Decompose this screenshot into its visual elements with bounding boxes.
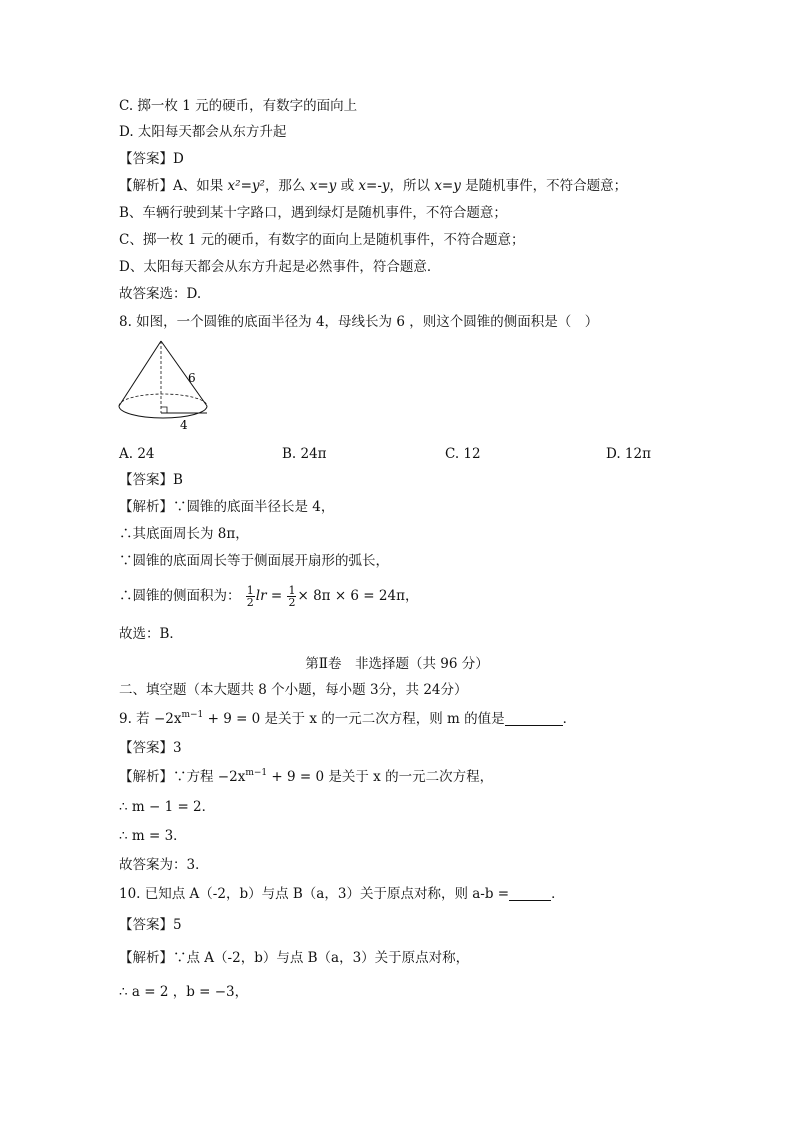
right-angle-mark (161, 407, 167, 413)
q9-answer (119, 738, 182, 758)
numerator: 1 (246, 584, 254, 597)
section-subtitle: 二、填空题（本大题共 8 个小题，每小题 3分，共 24分） (119, 682, 468, 698)
q7-analysis-a (119, 176, 627, 196)
q9-analysis-3: ∴ m = 3． (119, 828, 187, 844)
answer-value: D (173, 151, 184, 167)
analysis-label: 【解析】 (119, 769, 173, 785)
text: A、如果 (173, 178, 228, 194)
text: 或 (336, 178, 359, 194)
section-title: 第Ⅱ卷 非选择题（共 96 分） (305, 656, 489, 672)
math-expr: x=y (434, 178, 461, 194)
cone-base-front (119, 406, 207, 418)
text: ∴圆锥的侧面积为： (119, 588, 241, 604)
denominator: 2 (288, 596, 296, 609)
q9-analysis-1 (119, 767, 493, 787)
cone-base-back (119, 394, 207, 406)
text: ∵方程 −2x (173, 769, 246, 785)
denominator: 2 (246, 596, 254, 609)
analysis-label: 【解析】 (119, 178, 173, 194)
q8-analysis-3: ∵圆锥的底面周长等于侧面展开扇形的弧长， (119, 553, 389, 569)
text: 9. 若 −2x (119, 711, 182, 727)
q8-stem: 8. 如图，一个圆锥的底面半径为 4，母线长为 6 ，则这个圆锥的侧面积是（ ） (119, 314, 599, 330)
q8-answer (119, 470, 183, 490)
text: 10. 已知点 A（-2，b）与点 B（a，3）关于原点对称，则 a-b = (119, 886, 510, 902)
q7-option-c: C. 掷一枚 1 元的硬币，有数字的面向上 (119, 98, 358, 114)
radius-label: 4 (180, 418, 188, 432)
q8-option-a: A. 24 (119, 446, 155, 462)
superscript: m−1 (181, 710, 204, 720)
fraction (287, 585, 296, 608)
text: ∵点 A（-2，b）与点 B（a，3）关于原点对称， (173, 950, 470, 966)
math-expr: x²=y² (227, 178, 265, 194)
answer-value: 5 (173, 917, 182, 933)
q9-analysis-2: ∴ m − 1 = 2． (119, 799, 216, 815)
q7-analysis-d: D、太阳每天都会从东方升起是必然事件，符合题意． (119, 259, 441, 275)
answer-value: 3 (173, 740, 182, 756)
text: ，所以 (389, 178, 435, 194)
answer-label: 【答案】 (119, 740, 173, 756)
text: ． (551, 886, 565, 902)
q7-answer (119, 149, 184, 169)
q7-analysis-c: C、掷一枚 1 元的硬币，有数字的面向上是随机事件，不符合题意； (119, 232, 525, 248)
answer-blank (509, 886, 551, 901)
q8-option-d: D. 12π (606, 446, 651, 462)
math-expr: x=-y (358, 178, 390, 194)
answer-label: 【答案】 (119, 472, 173, 488)
q7-option-d: D. 太阳每天都会从东方升起 (119, 124, 287, 140)
q8-conclusion: 故选：B． (119, 626, 183, 642)
superscript: m−1 (245, 768, 268, 778)
cone-left-edge (119, 341, 161, 406)
text: ． (562, 711, 577, 727)
text: ∵圆锥的底面半径长是 4， (173, 499, 335, 515)
text: × 8π × 6 = 24π， (297, 588, 419, 604)
q7-conclusion: 故答案选：D. (119, 286, 202, 302)
text: 是随机事件，不符合题意； (460, 178, 628, 194)
q8-analysis-2: ∴其底面周长为 8π， (119, 526, 249, 542)
text: ，那么 (264, 178, 310, 194)
q10-analysis-1 (119, 948, 469, 968)
text: + 9 = 0 是关于 x 的一元二次方程，则 m 的值是 (203, 711, 505, 727)
q9-conclusion: 故答案为：3． (119, 857, 209, 873)
q10-answer (119, 915, 182, 935)
text: + 9 = 0 是关于 x 的一元二次方程， (267, 769, 494, 785)
q8-analysis-4 (119, 585, 418, 608)
answer-value: B (173, 472, 183, 488)
math-expr: lr = (255, 588, 287, 604)
q8-option-c: C. 12 (445, 446, 481, 462)
numerator: 1 (288, 584, 296, 597)
cone-slant-edge (161, 341, 207, 406)
math-expr: x=y (309, 178, 337, 194)
q7-analysis-b: B、车辆行驶到某十字路口，遇到绿灯是随机事件，不符合题意； (119, 205, 507, 221)
q8-analysis-1 (119, 497, 334, 517)
slant-label: 6 (188, 371, 196, 385)
q9-stem (119, 709, 576, 729)
analysis-label: 【解析】 (119, 950, 173, 966)
answer-label: 【答案】 (119, 151, 173, 167)
fraction (246, 585, 255, 608)
analysis-label: 【解析】 (119, 499, 173, 515)
answer-blank (505, 711, 563, 726)
q10-stem (119, 884, 565, 904)
cone-figure (115, 338, 215, 436)
q10-analysis-2: ∴ a = 2 ，b = −3， (119, 984, 249, 1000)
q8-option-b: B. 24π (282, 446, 327, 462)
answer-label: 【答案】 (119, 917, 173, 933)
